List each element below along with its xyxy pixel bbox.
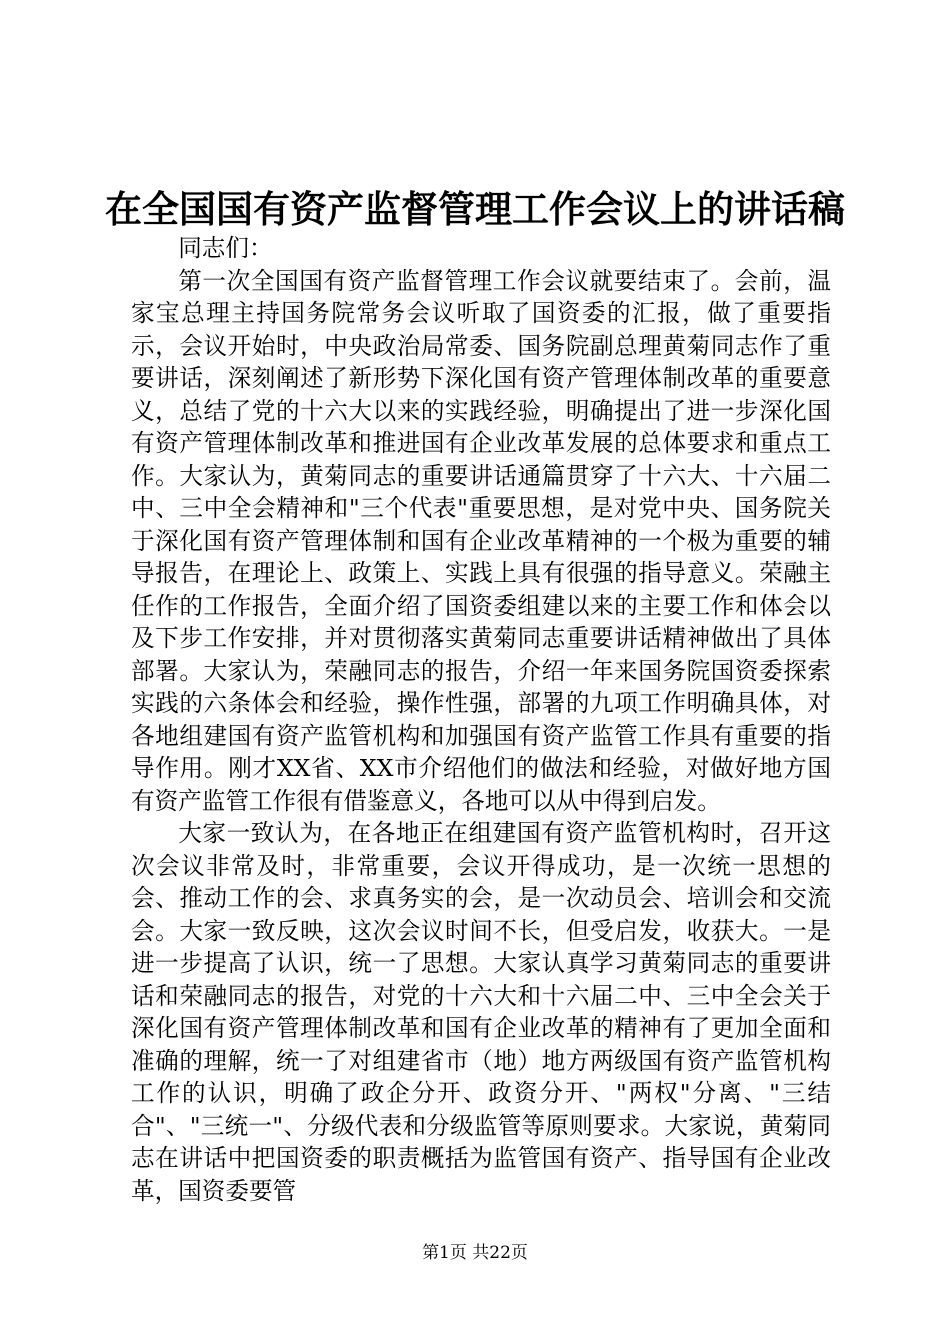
page-number-footer: 第1页 共22页 (422, 1243, 528, 1263)
body-paragraph-2: 大家一致认为，在各地正在组建国有资产监管机构时，召开这次会议非常及时，非常重要，会议开得成功，是一次统一思想的会、推动工作的会、求真务实的会，是一次动员会、培训会和交流会。大家一致反映，这次会议时间不长，但受启发，收获大。一是进一步提高了认识，统一了思想。大家认真学习黄菊同志的重要讲话和荣融同志的报告，对党的十六大和十六届二中、三中全会关于深化国有资产管理体制改革和国有企业改革的精神有了更加全面和准确的理解，统一了对组建省市（地）地方两级国有资产监管机构工作的认识，明确了政企分开、政资分开、"两权"分离、"三结合"、"三统一"、分级代表和分级监管等原则要求。大家说，黄菊同志在讲话中把国资委的职责概括为监管国有资产、指导国有企业改革，国资委要管 (131, 819, 831, 1205)
document-title: 在全国国有资产监督管理工作会议上的讲话稿 (105, 187, 845, 231)
salutation: 同志们： (178, 234, 273, 262)
document-body (131, 232, 831, 1207)
body-paragraph-1: 第一次全国国有资产监督管理工作会议就要结束了。会前，温家宝总理主持国务院常务会议听取了国资委的汇报，做了重要指示，会议开始时，中央政治局常委、国务院副总理黄菊同志作了重要讲话，深刻阐述了新形势下深化国有资产管理体制改革的重要意义，总结了党的十六大以来的实践经验，明确提出了进一步深化国有资产管理体制改革和推进国有企业改革发展的总体要求和重点工作。大家认为，黄菊同志的重要讲话通篇贯穿了十六大、十六届二中、三中全会精神和"三个代表"重要思想，是对党中央、国务院关于深化国有资产管理体制和国有企业改革精神的一个极为重要的辅导报告，在理论上、政策上、实践上具有很强的指导意义。荣融主任作的工作报告，全面介绍了国资委组建以来的主要工作和体会以及下步工作安排，并对贯彻落实黄菊同志重要讲话精神做出了具体部署。大家认为，荣融同志的报告，介绍一年来国务院国资委探索实践的六条体会和经验，操作性强，部署的九项工作明确具体，对各地组建国有资产监管机构和加强国有资产监管工作具有重要的指导作用。刚才XX省、XX市介绍他们的做法和经验，对做好地方国有资产监管工作很有借鉴意义，各地可以从中得到启发。 (131, 266, 831, 815)
